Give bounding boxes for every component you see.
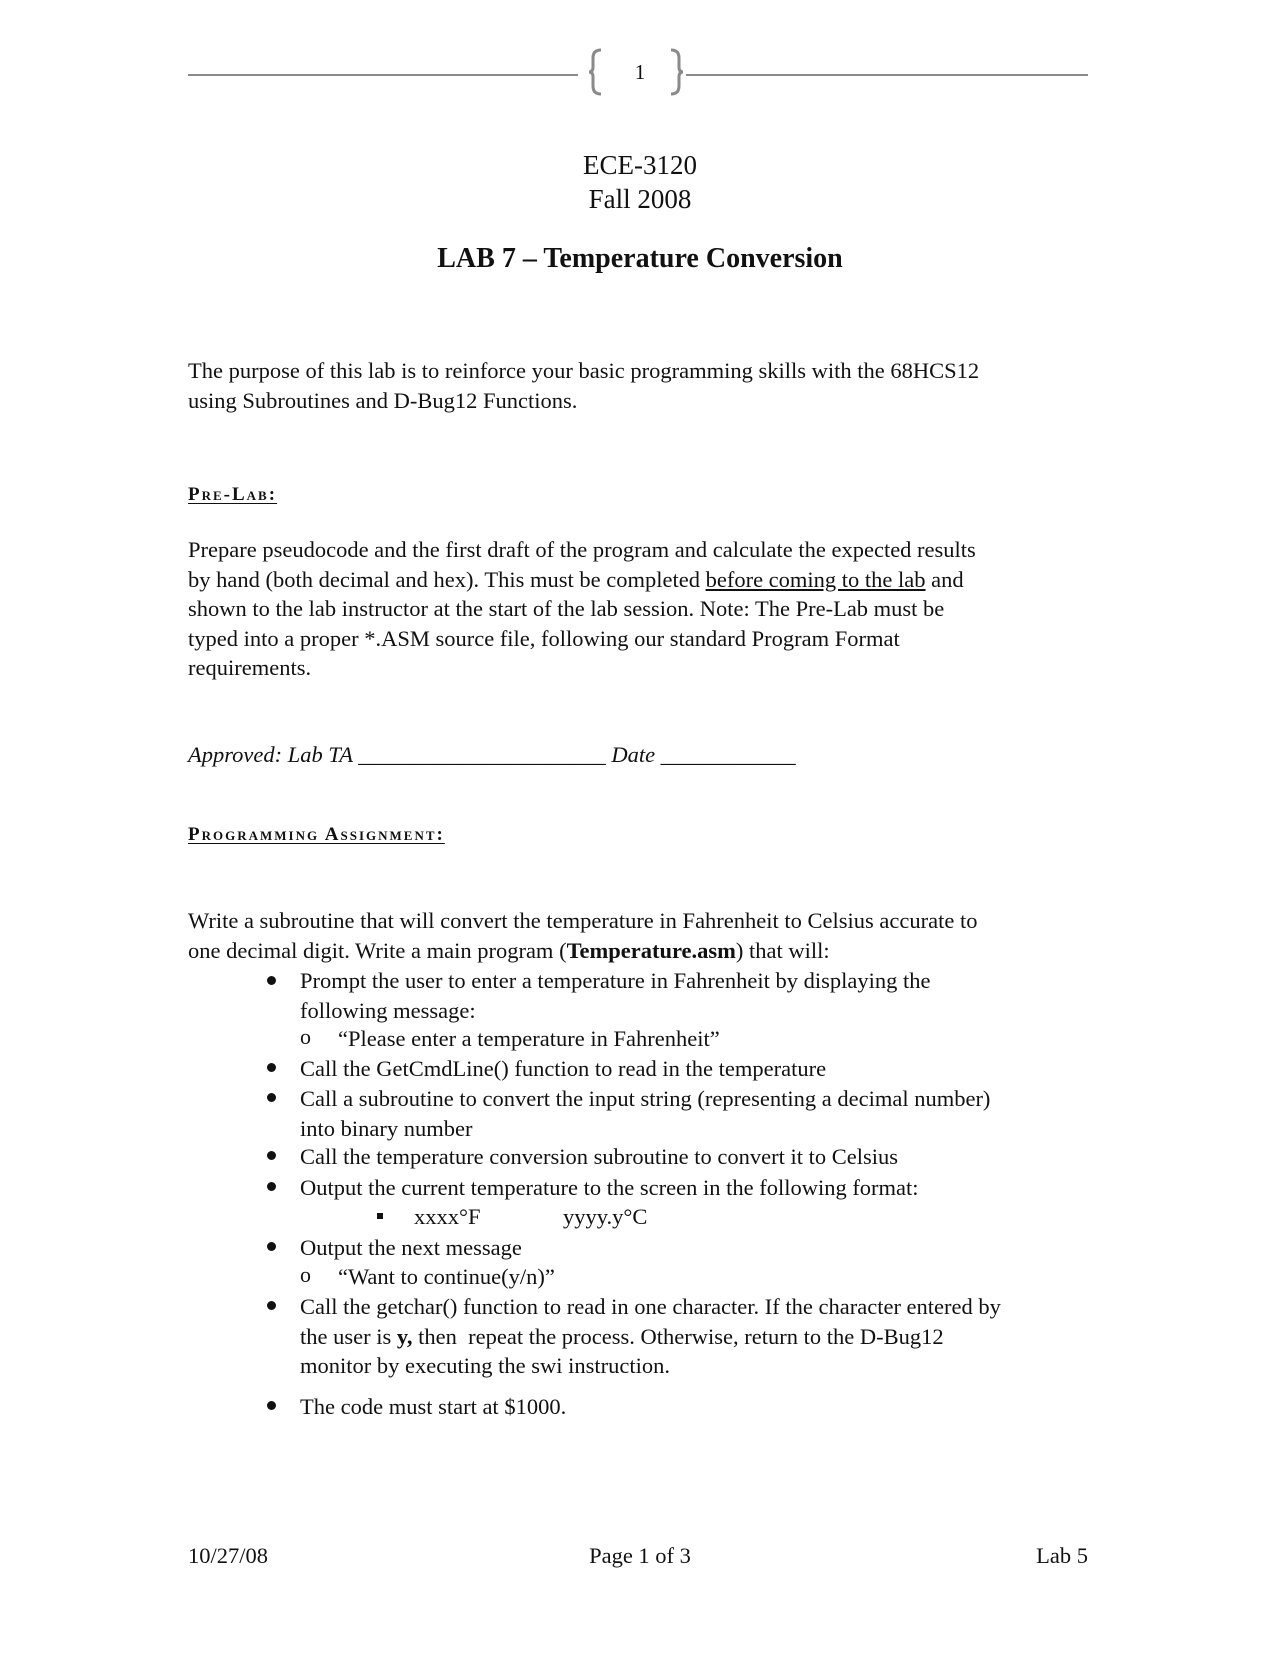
bullet-icon xyxy=(267,1182,276,1191)
sub-list-item: “Want to continue(y/n)” xyxy=(338,1264,555,1289)
course-code: ECE-3120 xyxy=(583,150,697,180)
bullet-icon xyxy=(267,976,276,985)
prelab-heading: Pre-Lab: xyxy=(188,484,278,505)
assignment-paragraph: Write a subroutine that will convert the temperature in Fahrenheit to Celsius accurate to one decimal digit. Write a main program (Temperature.asm) that will: xyxy=(188,908,978,963)
right-brace-icon xyxy=(668,48,684,96)
bullet-icon xyxy=(267,1301,276,1310)
bullet-icon xyxy=(267,1063,276,1072)
circle-bullet-icon: o xyxy=(300,1262,311,1287)
prelab-paragraph: Prepare pseudocode and the first draft of the program and calculate the expected results by hand (both decimal and hex). This must be completed before coming to the lab and shown to the lab instructor at the start of the lab session. Note: The Pre-Lab must be typed into a proper *.ASM source file, following our standard Program Format requirements. xyxy=(188,537,976,680)
bullet-icon xyxy=(267,1093,276,1102)
list-item: Call the getchar() function to read in one character. If the character entered by the user is y, then repeat the process. Otherwise, return to the D-Bug12 monitor by executing the swi instruction. xyxy=(300,1294,1001,1378)
bullet-icon xyxy=(267,1151,276,1160)
list-item: Call the GetCmdLine() function to read in the temperature xyxy=(300,1056,827,1081)
list-item: Prompt the user to enter a temperature in Fahrenheit by displaying the following message: xyxy=(300,968,931,1023)
bullet-icon xyxy=(267,1401,276,1410)
left-brace-icon xyxy=(588,48,604,96)
footer-page: Page 1 of 3 xyxy=(589,1543,691,1568)
header-rule-right xyxy=(686,74,1088,76)
footer-lab: Lab 5 xyxy=(1036,1543,1088,1568)
page-title: LAB 7 – Temperature Conversion xyxy=(437,243,843,274)
approval-line: Approved: Lab TA ______________________ Date ____________ xyxy=(188,742,796,767)
assignment-heading: Programming Assignment: xyxy=(188,824,445,845)
list-item: Call the temperature conversion subroutine to convert it to Celsius xyxy=(300,1144,898,1169)
header-rule-left xyxy=(188,74,578,76)
square-bullet-icon xyxy=(377,1213,383,1219)
header-page-number: 1 xyxy=(634,60,646,84)
format-celsius: yyyy.y°C xyxy=(563,1204,648,1229)
format-fahrenheit: xxxx°F xyxy=(414,1204,481,1229)
filename: Temperature.asm xyxy=(566,937,736,963)
list-item: Output the current temperature to the screen in the following format: xyxy=(300,1175,919,1200)
list-item: Output the next message xyxy=(300,1235,522,1260)
sub-list-item: “Please enter a temperature in Fahrenheit” xyxy=(338,1026,720,1051)
footer-date: 10/27/08 xyxy=(188,1543,269,1568)
list-item: Call a subroutine to convert the input string (representing a decimal number) into binary number xyxy=(300,1086,991,1141)
underlined-phrase: before coming to the lab xyxy=(705,566,926,592)
bullet-icon xyxy=(267,1242,276,1251)
intro-paragraph: The purpose of this lab is to reinforce your basic programming skills with the 68HCS12 using Subroutines and D-Bug12 Functions. xyxy=(188,358,980,413)
course-term: Fall 2008 xyxy=(588,184,692,214)
circle-bullet-icon: o xyxy=(300,1024,311,1049)
list-item: The code must start at $1000. xyxy=(300,1394,567,1419)
